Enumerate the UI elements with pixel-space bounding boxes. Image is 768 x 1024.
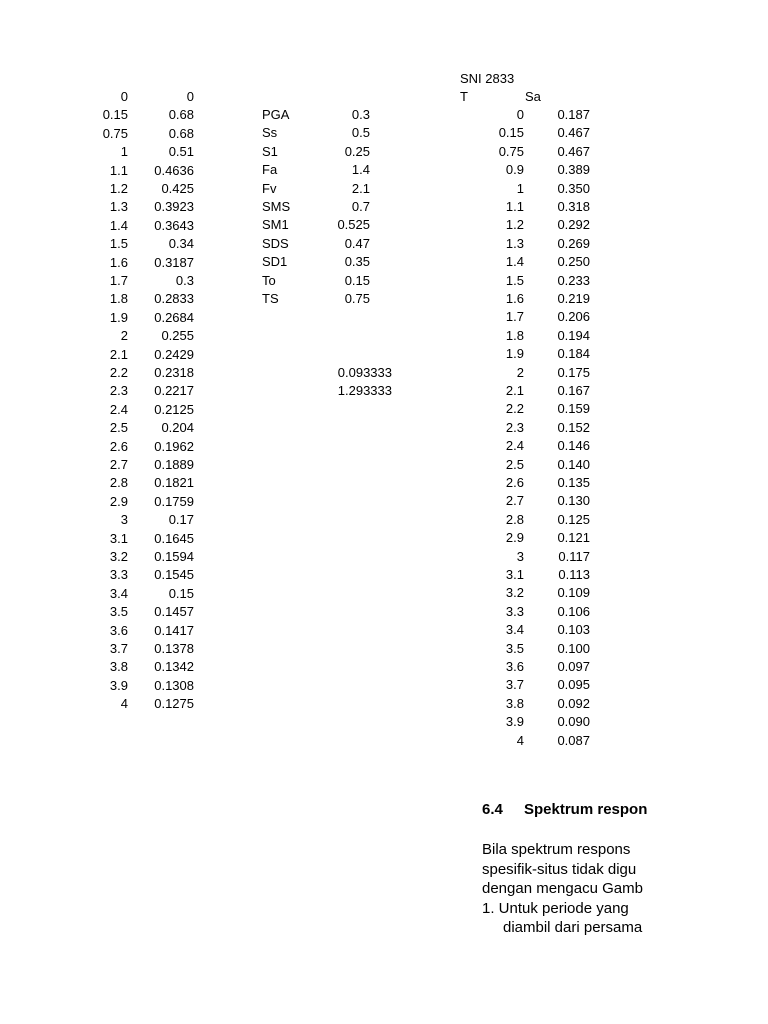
sni-sa-cell: 0.194 [557,327,590,343]
period-cell: 3.5 [109,604,128,620]
period-cell: 1 [120,144,128,160]
sni-sa-cell: 0.233 [557,272,590,288]
sni-sa-cell: 0.250 [557,254,590,270]
period-cell: 1.6 [109,254,128,270]
param-value: 1.4 [351,162,370,178]
sni-sa-cell: 0.219 [557,291,590,306]
period-cell: 3.1 [109,530,128,546]
sni-period-cell: 1.3 [505,235,524,251]
sni-period-cell: 2.7 [505,493,524,509]
sa-cell: 0.3 [175,273,194,288]
sa-cell: 0.3923 [154,199,194,215]
sni-sa-cell: 0.109 [557,585,590,601]
sni-sa-cell: 0.087 [557,732,590,748]
param-name: Fv [262,180,277,196]
sa-cell: 0.2318 [154,365,194,380]
sni-period-cell: 2.5 [505,456,524,472]
param-name: SMS [262,199,291,214]
sni-sa-cell: 0.467 [557,125,590,141]
sni-sa-cell: 0.292 [557,217,590,233]
period-cell: 2.1 [109,346,128,362]
paragraph-line: dengan mengacu Gamb [482,880,643,897]
sni-sa-cell: 0.175 [557,364,590,380]
param-value: 0.47 [344,235,370,251]
sni-sa-cell: 0.113 [558,567,590,582]
sni-sa-cell: 0.187 [557,107,590,122]
sa-cell: 0.2125 [154,401,194,417]
sni-sa-cell: 0.167 [557,383,590,398]
sni-sa-cell: 0.121 [557,530,590,546]
period-cell: 3.3 [109,567,128,583]
sa-cell: 0.2217 [154,383,194,399]
sni-sa-cell: 0.318 [557,199,590,214]
period-cell: 2.7 [109,457,128,472]
sni-period-cell: 3.7 [505,677,524,693]
sni-period-cell: 1 [516,180,524,196]
period-cell: 1.7 [109,273,128,288]
sni-sa-cell: 0.206 [557,309,590,325]
sni-period-cell: 2.6 [505,475,524,490]
period-cell: 3.2 [109,549,128,564]
sni-sa-cell: 0.100 [557,640,590,656]
computed-value: 0.093333 [337,365,392,380]
param-name: SDS [262,235,289,251]
sa-cell: 0 [186,89,194,104]
period-cell: 1.1 [109,162,128,178]
list-item-line: 1. Untuk periode yang [482,899,629,917]
sa-cell: 0.68 [168,107,194,123]
sni-sa-cell: 0.106 [557,603,590,619]
sni-period-cell: 0.15 [498,125,524,141]
sa-cell: 0.425 [161,181,194,196]
sa-cell: 0.1821 [154,475,194,491]
sni-sa-cell: 0.097 [557,659,590,674]
sni-sa-cell: 0.152 [557,419,590,435]
sa-cell: 0.255 [161,328,194,344]
sni-period-cell: 3.1 [505,567,524,582]
period-cell: 0 [120,89,128,104]
sni-period-cell: 1.5 [505,272,524,288]
sni-period-cell: 3.6 [505,659,524,674]
sa-cell: 0.1457 [154,604,194,620]
computed-value: 1.293333 [337,383,392,399]
sni-sa-cell: 0.090 [557,714,590,730]
sa-cell: 0.1962 [154,438,194,454]
param-name: TS [262,291,279,306]
sni-period-cell: 2.4 [505,438,524,454]
period-cell: 3.8 [109,659,128,675]
list-item-continuation: diambil dari persama [503,919,643,936]
sni-period-cell: 3.4 [505,622,524,638]
sa-cell: 0.2429 [154,346,194,362]
sa-cell: 0.17 [168,512,194,528]
sa-cell: 0.15 [168,585,194,601]
period-cell: 2.2 [109,365,128,380]
sni-period-cell: 2.3 [505,419,524,435]
sni-period-cell: 3.9 [505,714,524,730]
sni-period-cell: 3.8 [505,695,524,711]
sa-cell: 0.3643 [154,217,194,233]
sni-sa-cell: 0.140 [557,456,590,472]
sni-sa-cell: 0.269 [557,235,590,251]
param-value: 0.5 [351,125,370,141]
sni-period-cell: 3 [516,548,524,564]
period-cell: 1.9 [109,309,128,325]
param-name: Fa [262,162,278,178]
sni-period-cell: 3.3 [505,603,524,619]
period-cell: 0.15 [102,107,128,123]
sni-period-cell: 2.8 [505,511,524,527]
period-cell: 2.6 [109,438,128,454]
sni-period-cell: 3.5 [505,640,524,656]
column-header-t: T [460,89,468,104]
sa-cell: 0.51 [168,144,194,160]
sni-period-cell: 1.9 [505,346,524,362]
paragraph-line: spesifik-situs tidak digu [482,860,637,878]
period-cell: 3 [120,512,128,528]
sa-cell: 0.4636 [154,162,194,178]
sni-period-cell: 1.2 [505,217,524,233]
param-value: 0.525 [337,217,370,233]
param-name: To [262,272,276,288]
param-value: 0.15 [344,272,370,288]
param-value: 2.1 [351,180,370,196]
section-title: Spektrum respon [524,801,648,818]
section-number: 6.4 [482,801,503,818]
sa-cell: 0.3187 [154,254,194,270]
sni-period-cell: 2 [516,364,524,380]
sni-period-cell: 3.2 [505,585,524,601]
period-cell: 1.3 [109,199,128,215]
sa-cell: 0.1545 [154,567,194,583]
param-name: SD1 [262,254,288,270]
sni-period-cell: 1.7 [505,309,524,325]
period-cell: 1.8 [109,291,128,307]
column-header-sa: Sa [525,89,541,104]
period-cell: 3.6 [109,622,128,638]
sni-period-cell: 1.4 [505,254,524,270]
sni-sa-cell: 0.103 [557,622,590,638]
period-cell: 2.4 [109,401,128,417]
period-cell: 2.3 [109,383,128,399]
sni-period-cell: 0.9 [505,162,524,178]
sa-cell: 0.2833 [154,291,194,307]
sni-period-cell: 2.2 [505,401,524,417]
sa-cell: 0.34 [168,236,194,252]
param-value: 0.75 [344,291,370,306]
param-value: 0.7 [351,199,370,214]
sa-cell: 0.1308 [154,677,194,693]
section-heading [482,800,658,820]
paragraph-line: Bila spektrum respons [482,841,631,858]
sa-cell: 0.1889 [154,457,194,472]
sni-sa-cell: 0.125 [557,511,590,527]
sni-period-cell: 2.1 [505,383,524,398]
period-cell: 0.75 [102,125,128,141]
sni-sa-cell: 0.117 [558,548,590,564]
period-cell: 2.5 [109,420,128,436]
sni-sa-cell: 0.467 [557,143,590,159]
period-cell: 3.4 [109,585,128,601]
sa-cell: 0.2684 [154,309,194,325]
param-name: S1 [262,143,278,159]
sni-period-cell: 4 [516,732,524,748]
param-value: 0.3 [351,107,370,122]
period-cell: 1.2 [109,181,128,196]
sa-cell: 0.1759 [154,493,194,509]
sni-sa-cell: 0.095 [557,677,590,693]
sa-cell: 0.68 [168,125,194,141]
param-name: SM1 [262,217,289,233]
period-cell: 2.8 [109,475,128,491]
sni-period-cell: 2.9 [505,530,524,546]
period-cell: 3.7 [109,641,128,656]
sni-period-cell: 0 [516,107,524,122]
sni-sa-cell: 0.350 [557,180,590,196]
sni-sa-cell: 0.135 [557,475,590,490]
sni-sa-cell: 0.146 [557,438,590,454]
sni-sa-cell: 0.092 [557,695,590,711]
param-value: 0.25 [344,143,370,159]
sni-period-cell: 1.8 [505,327,524,343]
document-paragraph [482,840,658,938]
sa-cell: 0.204 [161,420,194,436]
sa-cell: 0.1594 [154,549,194,564]
period-cell: 2 [120,328,128,344]
period-cell: 1.4 [109,217,128,233]
sni-sa-cell: 0.389 [557,162,590,178]
sa-cell: 0.1275 [154,696,194,712]
param-name: Ss [262,125,278,141]
sni-period-cell: 0.75 [498,143,524,159]
param-name: PGA [262,107,290,122]
param-value: 0.35 [344,254,370,270]
sa-cell: 0.1378 [154,641,194,656]
sni-sa-cell: 0.130 [557,493,590,509]
sa-cell: 0.1645 [154,530,194,546]
sni-sa-cell: 0.159 [557,401,590,417]
sni-period-cell: 1.1 [505,199,524,214]
period-cell: 4 [120,696,128,712]
sa-cell: 0.1417 [154,622,194,638]
sni-sa-cell: 0.184 [557,346,590,362]
sa-cell: 0.1342 [154,659,194,675]
period-cell: 3.9 [109,677,128,693]
period-cell: 1.5 [109,236,128,252]
sni-period-cell: 1.6 [505,291,524,306]
sni-title: SNI 2833 [460,71,515,86]
period-cell: 2.9 [109,493,128,509]
